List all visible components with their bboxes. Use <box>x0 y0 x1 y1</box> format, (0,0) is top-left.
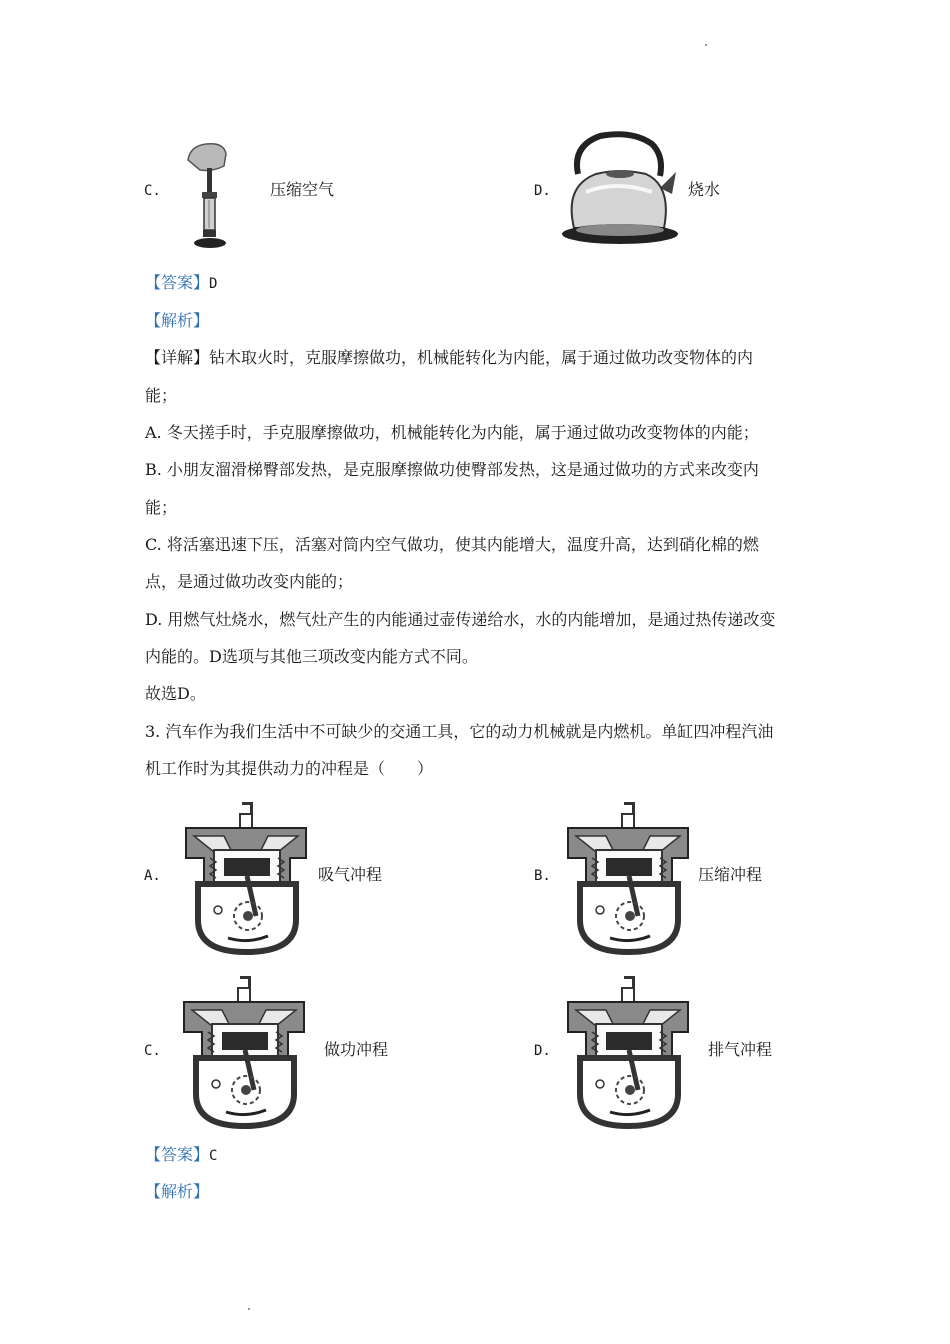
option-d-label: 烧水 <box>688 180 721 199</box>
option-c-label: 做功冲程 <box>324 1040 389 1059</box>
question-3-stem: 机工作时为其提供动力的冲程是（ ） <box>145 759 434 778</box>
detail-line: 能； <box>145 498 178 517</box>
answer-row <box>145 1145 217 1166</box>
detail-line: 故选D。 <box>145 684 206 703</box>
answer-value: C <box>209 1148 218 1164</box>
answer-tag: 【答案】 <box>145 273 210 292</box>
engine-exhaust-stroke-diagram <box>566 976 694 1130</box>
detail-line: 内能的。D选项与其他三项改变内能方式不同。 <box>145 647 478 666</box>
question-3-stem: 3. 汽车作为我们生活中不可缺少的交通工具，它的动力机械就是内燃机。单缸四冲程汽油 <box>145 722 774 741</box>
detail-line: 点，是通过做功改变内能的； <box>145 572 354 591</box>
analysis-tag: 【解析】 <box>145 311 210 330</box>
engine-compression-stroke-diagram <box>566 802 694 956</box>
option-c-letter: C. <box>144 183 161 199</box>
answer-tag: 【答案】 <box>145 1145 210 1164</box>
kettle-on-stove-image <box>560 128 680 252</box>
detail-line: 【详解】钻木取火时，克服摩擦做功，机械能转化为内能，属于通过做功改变物体的内 <box>145 348 754 367</box>
option-c-letter: C. <box>144 1043 161 1059</box>
scan-speck <box>705 44 707 46</box>
air-compression-apparatus-image <box>180 140 240 252</box>
option-a-label: 吸气冲程 <box>318 865 383 884</box>
scan-speck <box>248 1308 250 1310</box>
engine-intake-stroke-diagram <box>184 802 312 956</box>
option-a-letter: A. <box>144 868 161 884</box>
option-b-label: 压缩冲程 <box>698 865 763 884</box>
option-d-label: 排气冲程 <box>708 1040 773 1059</box>
engine-power-stroke-diagram <box>182 976 310 1130</box>
option-b-letter: B. <box>534 868 551 884</box>
detail-line: D. 用燃气灶烧水，燃气灶产生的内能通过壶传递给水，水的内能增加，是通过热传递改变 <box>145 610 776 629</box>
detail-line: A. 冬天搓手时，手克服摩擦做功，机械能转化为内能，属于通过做功改变物体的内能； <box>145 423 759 442</box>
analysis-tag: 【解析】 <box>145 1182 210 1201</box>
detail-line: C. 将活塞迅速下压，活塞对筒内空气做功，使其内能增大，温度升高，达到硝化棉的燃 <box>145 535 759 554</box>
option-d-letter: D. <box>534 183 551 199</box>
detail-line: 能； <box>145 386 178 405</box>
option-d-letter: D. <box>534 1043 551 1059</box>
option-c-label: 压缩空气 <box>270 180 335 199</box>
answer-value: D <box>209 276 218 292</box>
answer-row <box>145 273 217 294</box>
detail-line: B. 小朋友溜滑梯臀部发热，是克服摩擦做功使臀部发热，这是通过做功的方式来改变内 <box>145 460 759 479</box>
